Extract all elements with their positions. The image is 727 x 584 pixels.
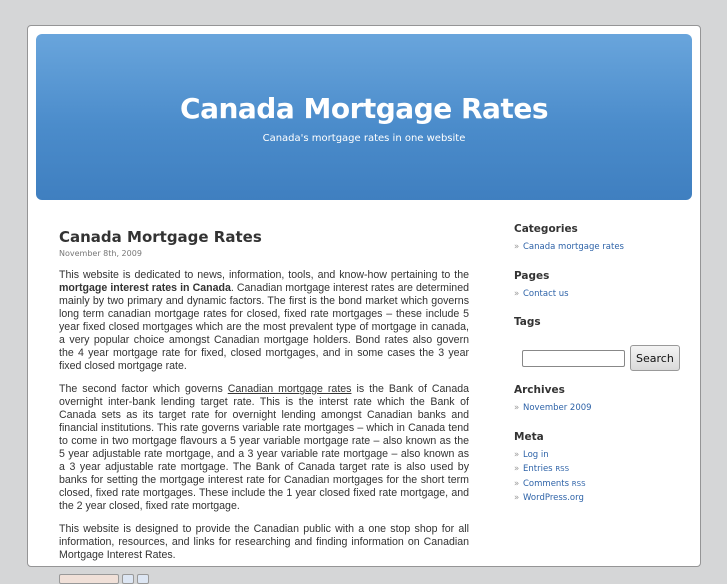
post-date: November 8th, 2009: [59, 249, 142, 258]
rss-label: RSS: [571, 479, 586, 488]
post: [59, 227, 469, 584]
post-title[interactable]: Canada Mortgage Rates: [59, 228, 262, 246]
archive-item[interactable]: [514, 401, 684, 416]
p2-text-start: The second factor which governs: [59, 383, 228, 395]
email-icon[interactable]: [137, 574, 149, 584]
search-button[interactable]: Search: [630, 345, 680, 371]
canadian-mortgage-rates-link[interactable]: Canadian mortgage rates: [227, 383, 352, 395]
pages-widget: [514, 269, 684, 302]
search-form: [514, 345, 684, 371]
meta-item[interactable]: [514, 448, 684, 463]
share-icon[interactable]: [122, 574, 134, 584]
meta-widget: [514, 430, 684, 506]
tags-heading: Tags: [514, 316, 541, 328]
p2-text-end: is the Bank of Canada overnight inter-bank lending target rate. This is the interst rate which the Bank of Canada sets as its target rate for overnight lending amongst Canadian banks and financial institutions. This rate governs variable rate mortgages – which in Canada tend to come in two mortgage flavours a 5 year variable mortgage rate – also known as the 5 year adjustable rate mortgage, and a 3 year variable rate mortgage – also known as a 3 year adjustable rate mortgage. The Bank of Canada target rate is also used by banks for setting the mortgage interest rate for Canadian mortgages for the short term closed, fixed rate mortgages. These include the 1 year closed fixed rate mortgage, and the 2 year closed, fixed rate mortgage.: [59, 383, 470, 512]
bookmark-bar[interactable]: [59, 574, 469, 584]
bookmark-icon[interactable]: [59, 574, 119, 584]
entries-rss-link[interactable]: [523, 464, 569, 474]
entries-label: Entries: [523, 464, 553, 474]
pages-heading: Pages: [514, 269, 550, 282]
post-paragraph-3: This website is designed to provide the Canadian public with a one stop shop for all information, resources, and links for researching and finding information on Canadian Mortgage Interest Rates.: [59, 523, 469, 561]
category-item[interactable]: [514, 240, 684, 255]
comments-rss-link[interactable]: [523, 479, 586, 489]
categories-widget: [514, 222, 684, 255]
wordpress-link[interactable]: WordPress.org: [523, 493, 584, 503]
site-description: Canada's mortgage rates in one website: [262, 133, 466, 144]
contact-us-link[interactable]: Contact us: [523, 288, 569, 299]
page-container: [27, 25, 701, 567]
page-item[interactable]: [514, 287, 684, 302]
p1-text-end: . Canadian mortgage interest rates are determined mainly by two primary and dynamic factors. The first is the bond market which governs long term canadian mortgage rates for closed, fixed rate mortgages – these include 5 year fixed closed mortgages which are the most prevalent type of mortgage in canada, a very popular choice amongst Canadian mortgage holders. Bond rates also govern the 4 year mortgage rate for fixed, closed mortgages, and in some cases the 3 year fixed closed mortgage rate.: [59, 282, 469, 372]
search-input[interactable]: [522, 350, 625, 367]
archives-widget: [514, 383, 684, 416]
post-paragraph-2: [59, 383, 469, 513]
meta-item[interactable]: [514, 491, 684, 506]
category-link[interactable]: Canada mortgage rates: [523, 242, 624, 252]
comments-label: Comments: [523, 478, 570, 489]
sidebar: [514, 222, 684, 520]
meta-heading: Meta: [514, 430, 544, 443]
meta-item[interactable]: [514, 477, 684, 492]
archive-link[interactable]: November 2009: [523, 403, 592, 413]
site-header: [36, 34, 692, 200]
tags-widget: [514, 315, 684, 371]
rss-label: RSS: [555, 465, 570, 473]
p1-text-start: This website is dedicated to news, information, tools, and know-how pertaining to the: [59, 269, 469, 281]
p1-bold-keyword: mortgage interest rates in Canada: [59, 282, 231, 294]
site-title[interactable]: Canada Mortgage Rates: [180, 92, 548, 125]
categories-heading: Categories: [514, 223, 578, 235]
archives-heading: Archives: [514, 384, 565, 396]
meta-item[interactable]: [514, 462, 684, 477]
post-paragraph-1: [59, 269, 469, 373]
login-link[interactable]: Log in: [523, 449, 549, 460]
